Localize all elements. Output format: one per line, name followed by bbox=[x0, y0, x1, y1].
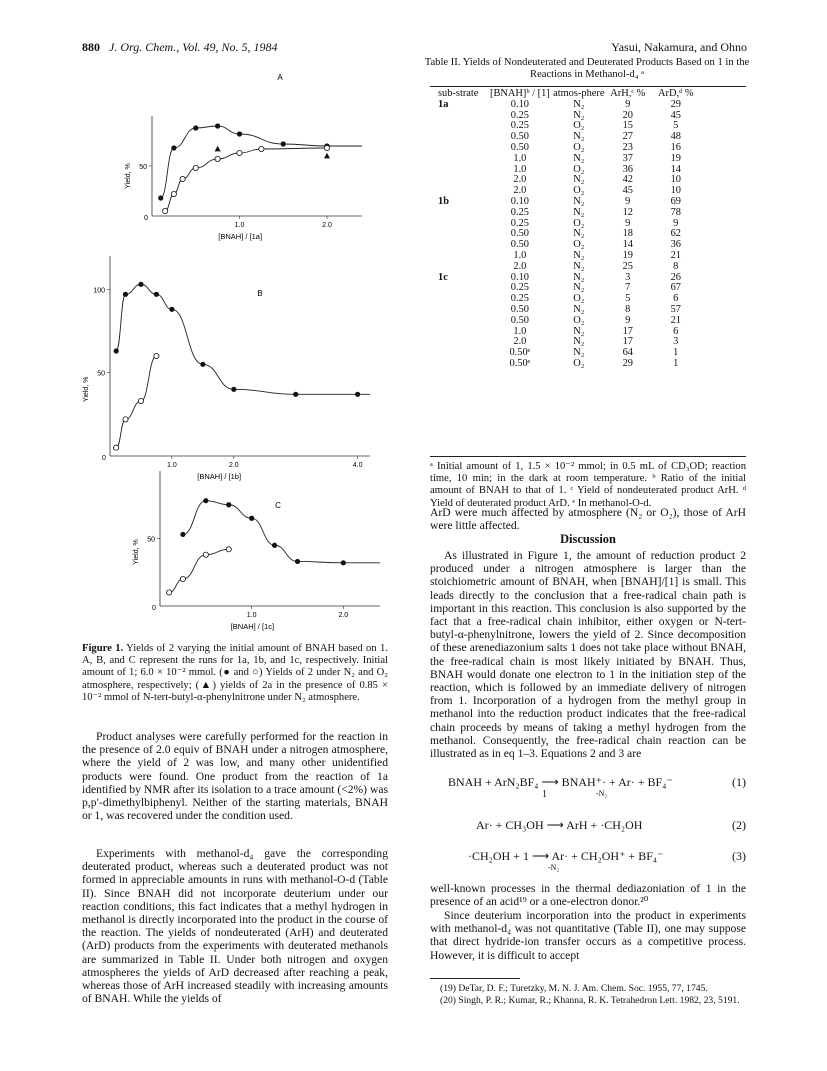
table-row bbox=[430, 251, 704, 262]
cell-ard: 21 bbox=[670, 314, 681, 326]
cell-substrate bbox=[430, 359, 490, 370]
right-paragraph-1: As illustrated in Figure 1, the amount of reduction product 2 produced under a nitrogen atmosphere is larger than the stoichiometric amount of BNAH, when [BNAH]/[1] is small. This leads directly to the conclusion that a free-radical chain path is important in this reaction. This conclusion is also supported by the fact that a free-radical chain inhibitor, either oxygen or N-tert-butyl-α-phenylnitrone, lowers the yield of 2. Since decomposition of these arenediazonium salts 1 does not take place without BNAH, the free-radical chain is most likely initiated by BNAH. Thus, BNAH would donate one electron to 1 in the initiation step of the reaction, which is followed by an immediate delivery of nitrogen from 1. Incorporation of a hydrogen from the methyl group in methanol into the reduction product indicates that the free-radical chain proceeds by means of taking a methyl hydrogen from the methanol. Consequently, the free-radical chain reaction can be illustrated as in eq 1–3. Equations 2 and 3 are bbox=[430, 549, 746, 761]
data-point-n2 bbox=[171, 145, 176, 150]
cell-ard: 10 bbox=[670, 185, 681, 197]
table-body bbox=[430, 100, 704, 370]
journal-citation: J. Org. Chem., Vol. 49, No. 5, 1984 bbox=[109, 40, 278, 54]
data-point-n2 bbox=[249, 516, 254, 521]
discussion-heading: Discussion bbox=[560, 532, 616, 546]
cell-ratio: 0.10 bbox=[510, 98, 529, 110]
x-axis-label: [BNAH] / [1a] bbox=[218, 232, 263, 241]
series-curve bbox=[161, 126, 362, 198]
cell-atmosphere: N₂ bbox=[573, 336, 585, 348]
cell-ratio: 0.25 bbox=[510, 109, 529, 121]
cell-ard: 57 bbox=[670, 303, 681, 315]
cell-ard: 62 bbox=[670, 228, 681, 240]
cell-ratio: 2.0 bbox=[513, 260, 527, 272]
cell-ratio: 0.10 bbox=[510, 195, 529, 207]
table-row bbox=[430, 316, 704, 327]
cell-arh: 64 bbox=[622, 347, 633, 359]
cell-substrate bbox=[430, 219, 490, 230]
cell-ard: 21 bbox=[670, 249, 681, 261]
right-paragraph-0: ArD were much affected by atmosphere (N₂ or O₂), those of ArH were little affected. bbox=[430, 506, 746, 533]
cell-substrate bbox=[430, 132, 490, 143]
data-point-o2 bbox=[171, 191, 176, 196]
table-2-title: Table II. Yields of Nondeuterated and Deuterated Products Based on 1 in the Reactions in Methanol-d₄ ᵃ bbox=[424, 57, 750, 80]
equation-1-text: BNAH + ArN₂BF₄ ⟶ BNAH⁺· + Ar· + BF₄⁻ bbox=[448, 775, 673, 789]
data-point-n2 bbox=[295, 559, 300, 564]
table-row bbox=[430, 229, 704, 240]
reference-20: (20) Singh, P. R.; Kumar, R.; Khanna, R. K. Tetrahedron Lett. 1982, 23, 5191. bbox=[440, 995, 740, 1006]
cell-atmosphere: N₂ bbox=[573, 109, 585, 121]
equation-1 bbox=[448, 775, 746, 800]
table-bottom-rule bbox=[430, 456, 746, 457]
table-row bbox=[430, 359, 704, 370]
cell-substrate bbox=[430, 229, 490, 240]
cell-ard: 5 bbox=[673, 120, 679, 132]
cell-arh: 23 bbox=[622, 141, 633, 153]
data-point-n2 bbox=[226, 502, 231, 507]
table-row bbox=[430, 186, 704, 197]
cell-atmosphere: N₂ bbox=[573, 325, 585, 337]
cell-ard: 9 bbox=[673, 217, 679, 229]
cell-ard: 3 bbox=[673, 336, 679, 348]
cell-arh: 7 bbox=[625, 282, 631, 294]
cell-atmosphere: N₂ bbox=[573, 282, 585, 294]
cell-atmosphere: N₂ bbox=[573, 195, 585, 207]
cell-ard: 26 bbox=[670, 271, 681, 283]
data-point-o2 bbox=[163, 208, 168, 213]
figure-caption bbox=[82, 643, 388, 704]
figure-1 bbox=[80, 56, 410, 641]
data-point-o2 bbox=[154, 353, 159, 358]
cell-ard: 6 bbox=[673, 325, 679, 337]
cell-ard: 36 bbox=[670, 239, 681, 251]
y-tick-label: 50 bbox=[97, 370, 105, 378]
cell-substrate bbox=[430, 121, 490, 132]
data-point-o2 bbox=[193, 165, 198, 170]
cell-atmosphere: O₂ bbox=[573, 293, 585, 305]
cell-ard: 14 bbox=[670, 163, 681, 175]
col-header-ratio: [BNAH]ᵇ / [1] bbox=[490, 88, 550, 99]
data-point-n2 bbox=[231, 387, 236, 392]
cell-arh: 9 bbox=[625, 98, 631, 110]
x-tick-label: 1.0 bbox=[246, 612, 257, 619]
cell-atmosphere: N₂ bbox=[573, 131, 585, 143]
cell-atmosphere: O₂ bbox=[573, 120, 585, 132]
data-point-o2 bbox=[138, 398, 143, 403]
x-axis-label: [BNAH] / [1b] bbox=[197, 472, 242, 481]
cell-ard: 78 bbox=[670, 206, 681, 218]
table-row bbox=[430, 240, 704, 251]
cell-substrate bbox=[430, 337, 490, 348]
footnote-rule bbox=[430, 978, 520, 979]
data-point-n2 bbox=[203, 498, 208, 503]
cell-substrate bbox=[430, 240, 490, 251]
col-header-arh: ArH,ᶜ % bbox=[610, 88, 646, 99]
data-point-n2 bbox=[272, 543, 277, 548]
data-point-n2 bbox=[154, 292, 159, 297]
x-tick-label: 1.0 bbox=[234, 222, 245, 229]
origin-label: 0 bbox=[102, 455, 106, 462]
figure-caption-label: Figure 1. bbox=[82, 643, 124, 654]
cell-ratio: 0.50 bbox=[510, 228, 529, 240]
x-tick-label: 2.0 bbox=[322, 222, 332, 229]
cell-atmosphere: N₂ bbox=[573, 206, 585, 218]
cell-atmosphere: O₂ bbox=[573, 357, 585, 369]
table-row bbox=[430, 111, 704, 122]
cell-arh: 19 bbox=[622, 249, 633, 261]
cell-ard: 45 bbox=[670, 109, 681, 121]
cell-atmosphere: N₂ bbox=[573, 174, 585, 186]
data-point-o2 bbox=[215, 156, 220, 161]
data-point-o2 bbox=[226, 547, 231, 552]
cell-atmosphere: N₂ bbox=[573, 303, 585, 315]
table-row bbox=[430, 337, 704, 348]
cell-substrate bbox=[430, 262, 490, 273]
cell-ratio: 2.0 bbox=[513, 185, 527, 197]
cell-atmosphere: N₂ bbox=[573, 98, 585, 110]
table-row bbox=[430, 132, 704, 143]
table-row bbox=[430, 305, 704, 316]
cell-ard: 16 bbox=[670, 141, 681, 153]
table-row bbox=[430, 294, 704, 305]
cell-arh: 12 bbox=[622, 206, 633, 218]
cell-arh: 14 bbox=[622, 239, 633, 251]
cell-substrate bbox=[430, 316, 490, 327]
data-point-o2 bbox=[259, 146, 264, 151]
x-axis-label: [BNAH] / [1c] bbox=[230, 622, 275, 631]
data-point-o2 bbox=[180, 576, 185, 581]
data-point-o2 bbox=[123, 417, 128, 422]
data-point-o2 bbox=[203, 552, 208, 557]
equation-1-number: (1) bbox=[732, 775, 746, 789]
data-point-n2 bbox=[281, 141, 286, 146]
cell-arh: 9 bbox=[625, 195, 631, 207]
cell-atmosphere: O₂ bbox=[573, 141, 585, 153]
series-curve bbox=[165, 148, 327, 211]
cell-ratio: 0.50 bbox=[510, 141, 529, 153]
cell-substrate bbox=[430, 165, 490, 176]
cell-ard: 67 bbox=[670, 282, 681, 294]
table-row bbox=[430, 327, 704, 338]
x-tick-label: 2.0 bbox=[338, 612, 349, 619]
cell-ratio: 0.10 bbox=[510, 271, 529, 283]
cell-atmosphere: N₂ bbox=[573, 228, 585, 240]
data-point-n2 bbox=[169, 307, 174, 312]
cell-atmosphere: N₂ bbox=[573, 249, 585, 261]
running-header-authors: Yasui, Nakamura, and Ohno bbox=[611, 40, 747, 54]
panel-label: B bbox=[257, 289, 263, 298]
cell-arh: 27 bbox=[622, 131, 633, 143]
cell-ard: 1 bbox=[673, 357, 679, 369]
cell-atmosphere: N₂ bbox=[573, 152, 585, 164]
data-point-n2 bbox=[237, 131, 242, 136]
table-top-rule bbox=[430, 86, 746, 87]
equation-3-arrow-label: -N₂ bbox=[548, 863, 560, 872]
y-tick-label: 50 bbox=[139, 164, 147, 171]
table-footnote: ᵃ Initial amount of 1, 1.5 × 10⁻² mmol; in 0.5 mL of CD₃OD; reaction time, 10 min; in the dark at room temperature. ᵇ Ratio of the initial amount of BNAH to that of 1. ᶜ Yield of nondeuterated product ArH. ᵈ Yield of deuterated product ArD. ᵉ In methanol-O-d. bbox=[430, 461, 746, 509]
cell-substrate bbox=[430, 327, 490, 338]
cell-arh: 42 bbox=[622, 174, 633, 186]
cell-ard: 6 bbox=[673, 293, 679, 305]
table-2 bbox=[430, 89, 746, 370]
cell-substrate bbox=[430, 251, 490, 262]
table-row bbox=[430, 143, 704, 154]
x-tick-label: 4.0 bbox=[352, 462, 363, 469]
left-paragraph-1: Product analyses were carefully performed for the reaction in the presence of 2.0 equiv of BNAH under a nitrogen atmosphere, where the yield of 2 was low, and many other unidentified products were found. One product from the reaction of 1a identified by NMR after its isolation to a trace amount (<2%) was p,p′-dimethylbiphenyl. Neither of the starting materials, BNAH or 1, was recovered under the condition used. bbox=[82, 730, 388, 823]
cell-ratio: 0.25 bbox=[510, 282, 529, 294]
y-axis-label: Yield, % bbox=[133, 539, 140, 565]
cell-substrate bbox=[430, 208, 490, 219]
x-tick-label: 1.0 bbox=[167, 462, 177, 469]
data-point-n2 bbox=[138, 282, 143, 287]
series-curve bbox=[116, 284, 370, 394]
cell-ard: 29 bbox=[670, 98, 681, 110]
page-number: 880 bbox=[82, 40, 100, 54]
origin-label: 0 bbox=[152, 605, 156, 612]
data-point-o2 bbox=[324, 145, 329, 150]
cell-ratio: 0.25 bbox=[510, 293, 529, 305]
cell-ratio: 2.0 bbox=[513, 174, 527, 186]
data-point-n2 bbox=[293, 392, 298, 397]
cell-substrate: 1a bbox=[438, 98, 449, 110]
cell-ard: 19 bbox=[670, 152, 681, 164]
cell-ard: 48 bbox=[670, 131, 681, 143]
table-row bbox=[430, 121, 704, 132]
cell-ratio: 0.50ᵉ bbox=[509, 357, 531, 369]
data-point-n2 bbox=[114, 348, 119, 353]
equation-2-text: Ar· + CH₃OH ⟶ ArH + ·CH₂OH bbox=[476, 818, 643, 832]
cell-atmosphere: N₂ bbox=[573, 260, 585, 272]
cell-substrate bbox=[430, 111, 490, 122]
equation-2-number: (2) bbox=[732, 818, 746, 832]
table-header-row bbox=[430, 89, 704, 100]
cell-arh: 9 bbox=[625, 217, 631, 229]
data-point-nitrone bbox=[324, 153, 330, 159]
table-row bbox=[430, 197, 704, 208]
table-row bbox=[430, 273, 704, 284]
y-tick-label: 50 bbox=[147, 536, 155, 544]
cell-substrate: 1b bbox=[438, 195, 449, 207]
cell-arh: 3 bbox=[625, 271, 631, 283]
right-paragraph-2: well-known processes in the thermal dediazoniation of 1 in the presence of an acid¹⁹ or a one-electron donor.²⁰ bbox=[430, 882, 746, 909]
cell-ratio: 1.0 bbox=[513, 163, 527, 175]
col-header-substrate: sub-strate bbox=[438, 88, 479, 99]
cell-ratio: 2.0 bbox=[513, 336, 527, 348]
figure-caption-text: Yields of 2 varying the initial amount of BNAH based on 1. A, B, and C represent the runs for 1a, 1b, and 1c, respectively. Initial amount of 1; 6.0 × 10⁻² mmol. (● and ○) Yields of 2 under N₂ and O₂ atmosphere, respectively; (▲) yields of 2a in the presence of 0.85 × 10⁻² mmol of N-tert-butyl-α-phenylnitrone under N₂ atmosphere. bbox=[82, 643, 388, 703]
cell-ratio: 0.25 bbox=[510, 206, 529, 218]
cell-ratio: 0.50 bbox=[510, 131, 529, 143]
data-point-n2 bbox=[123, 292, 128, 297]
series-curve bbox=[116, 356, 156, 448]
col-header-atmosphere: atmos-phere bbox=[553, 88, 605, 99]
cell-substrate bbox=[430, 175, 490, 186]
y-tick-label: 100 bbox=[93, 287, 105, 295]
data-point-o2 bbox=[167, 590, 172, 595]
data-point-n2 bbox=[355, 392, 360, 397]
y-axis-label: Yield, % bbox=[83, 376, 90, 403]
cell-substrate bbox=[430, 143, 490, 154]
cell-atmosphere: O₂ bbox=[573, 185, 585, 197]
right-paragraph-3: Since deuterium incorporation into the product in experiments with methanol-d₄ was not quantitative (Table II), one may suppose that direct hydride-ion transfer occurs as a competitive process. However, it is difficult to accept bbox=[430, 909, 746, 962]
panel-label: A bbox=[277, 73, 283, 82]
cell-arh: 36 bbox=[622, 163, 633, 175]
data-point-n2 bbox=[180, 532, 185, 537]
cell-arh: 18 bbox=[622, 228, 633, 240]
table-row bbox=[430, 219, 704, 230]
equation-2 bbox=[476, 818, 746, 833]
cell-substrate bbox=[430, 154, 490, 165]
data-point-n2 bbox=[341, 560, 346, 565]
cell-ard: 10 bbox=[670, 174, 681, 186]
equation-1-substrate-label: 1 bbox=[542, 789, 547, 800]
col-header-ard: ArD,ᵈ % bbox=[658, 88, 694, 99]
cell-arh: 15 bbox=[622, 120, 633, 132]
cell-arh: 45 bbox=[622, 185, 633, 197]
cell-arh: 9 bbox=[625, 314, 631, 326]
equation-3-text: ·CH₂OH + 1 ⟶ Ar· + CH₂OH⁺ + BF₄⁻ bbox=[468, 849, 664, 863]
cell-ratio: 1.0 bbox=[513, 325, 527, 337]
cell-ratio: 1.0 bbox=[513, 249, 527, 261]
table-row bbox=[430, 165, 704, 176]
equation-3 bbox=[468, 849, 746, 872]
cell-arh: 5 bbox=[625, 293, 631, 305]
cell-arh: 20 bbox=[622, 109, 633, 121]
cell-arh: 17 bbox=[622, 336, 633, 348]
equation-1-arrow-label: -N₂ bbox=[596, 789, 608, 798]
origin-label: 0 bbox=[144, 215, 148, 222]
table-row bbox=[430, 154, 704, 165]
equation-3-number: (3) bbox=[732, 849, 746, 863]
cell-arh: 29 bbox=[622, 357, 633, 369]
cell-arh: 25 bbox=[622, 260, 633, 272]
data-point-n2 bbox=[193, 125, 198, 130]
table-row bbox=[430, 100, 704, 111]
cell-ratio: 1.0 bbox=[513, 152, 527, 164]
cell-ard: 69 bbox=[670, 195, 681, 207]
x-tick-label: 2.0 bbox=[228, 462, 239, 469]
reference-19: (19) DeTar, D. F.; Turetzky, M. N. J. Am. Chem. Soc. 1955, 77, 1745. bbox=[440, 983, 708, 994]
cell-substrate bbox=[430, 294, 490, 305]
table-row bbox=[430, 283, 704, 294]
left-paragraph-2: Experiments with methanol-d₄ gave the corresponding deuterated product, whereas such a deuterated product was not formed in appreciable amounts in runs with methanol-O-d (Table II). Since BNAH did not incorporate deuterium under our reaction conditions, this fact indicates that a methyl hydrogen in methanol is directly incorporated into the product in the course of the reaction. The yields of nondeuterated (ArH) and deuterated (ArD) products from the experiments with deuterated methanols are summarized in Table II. Under both nitrogen and oxygen atmospheres the yields of ArD decreased after reaching a peak, whereas those of ArH increased steadily with increasing amounts of BNAH. While the yields of bbox=[82, 847, 388, 1006]
data-point-o2 bbox=[237, 150, 242, 155]
cell-substrate bbox=[430, 283, 490, 294]
cell-ratio: 0.25 bbox=[510, 217, 529, 229]
cell-atmosphere: N₂ bbox=[573, 347, 585, 359]
data-point-o2 bbox=[114, 445, 119, 450]
cell-atmosphere: N₂ bbox=[573, 271, 585, 283]
cell-atmosphere: O₂ bbox=[573, 217, 585, 229]
table-row bbox=[430, 175, 704, 186]
series-curve bbox=[169, 549, 229, 592]
cell-atmosphere: O₂ bbox=[573, 163, 585, 175]
y-axis-label: Yield, % bbox=[125, 163, 132, 189]
table-row bbox=[430, 262, 704, 273]
cell-ratio: 0.50 bbox=[510, 303, 529, 315]
cell-ratio: 0.50ᵉ bbox=[509, 347, 531, 359]
data-point-nitrone bbox=[215, 146, 221, 152]
cell-substrate bbox=[430, 348, 490, 359]
cell-arh: 17 bbox=[622, 325, 633, 337]
data-point-n2 bbox=[200, 362, 205, 367]
panel-label: C bbox=[275, 501, 281, 510]
data-point-n2 bbox=[158, 195, 163, 200]
cell-atmosphere: O₂ bbox=[573, 314, 585, 326]
cell-substrate: 1c bbox=[438, 271, 448, 283]
cell-atmosphere: O₂ bbox=[573, 239, 585, 251]
table-row bbox=[430, 348, 704, 359]
cell-ratio: 0.50 bbox=[510, 239, 529, 251]
cell-arh: 8 bbox=[625, 303, 631, 315]
running-header-left bbox=[82, 40, 278, 55]
cell-ratio: 0.50 bbox=[510, 314, 529, 326]
cell-ard: 1 bbox=[673, 347, 679, 359]
figure-panels bbox=[83, 73, 380, 631]
cell-ard: 8 bbox=[673, 260, 679, 272]
cell-ratio: 0.25 bbox=[510, 120, 529, 132]
cell-arh: 37 bbox=[622, 152, 633, 164]
cell-substrate bbox=[430, 305, 490, 316]
table-2-grid bbox=[430, 89, 704, 370]
data-point-n2 bbox=[215, 123, 220, 128]
table-row bbox=[430, 208, 704, 219]
data-point-o2 bbox=[180, 176, 185, 181]
